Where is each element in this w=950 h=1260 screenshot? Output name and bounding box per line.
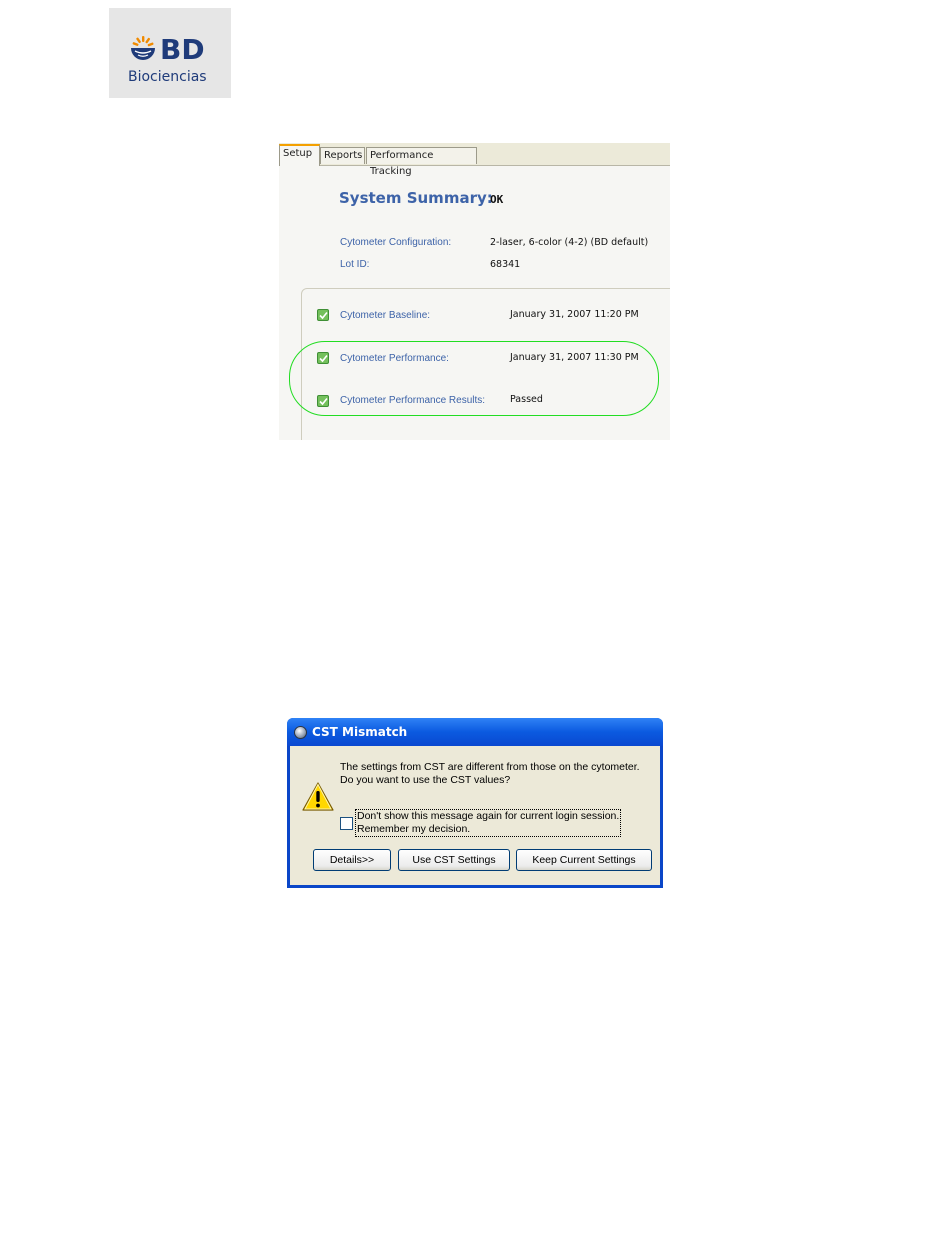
dialog-titlebar[interactable] (287, 718, 663, 746)
dont-show-checkbox-label[interactable] (355, 809, 621, 837)
lot-id-label: Lot ID: (340, 259, 370, 270)
tab-performance-tracking[interactable]: Performance Tracking (366, 147, 477, 164)
checkbox-label-line2: Remember my decision. (357, 823, 471, 835)
dialog-message-line1: The settings from CST are different from those on the cytometer. (340, 761, 640, 773)
cytometer-performance-results-value: Passed (510, 394, 543, 405)
bd-sun-icon (130, 36, 156, 60)
warning-icon (302, 782, 334, 812)
cst-mismatch-dialog (287, 718, 663, 888)
lot-id-value: 68341 (490, 259, 521, 270)
use-cst-settings-button[interactable]: Use CST Settings (398, 849, 510, 871)
dont-show-checkbox[interactable] (340, 817, 353, 830)
dialog-message-line2: Do you want to use the CST values? (340, 774, 511, 786)
dialog-message (340, 761, 640, 787)
highlight-ellipse (289, 341, 659, 416)
cytometer-configuration-value: 2-laser, 6-color (4-2) (BD default) (490, 237, 649, 248)
logo-subtitle: Biociencias (128, 69, 207, 85)
cytometer-baseline-value: January 31, 2007 11:20 PM (510, 309, 639, 320)
tab-reports[interactable]: Reports (320, 147, 365, 164)
system-summary-label: System Summary: (339, 189, 493, 207)
baseline-check-icon (317, 309, 329, 321)
dialog-title: CST Mismatch (312, 725, 408, 739)
checkbox-label-line1: Don't show this message again for current login session. (357, 810, 620, 822)
tab-setup[interactable]: Setup (279, 144, 320, 166)
keep-current-settings-button[interactable]: Keep Current Settings (516, 849, 652, 871)
tab-bar (279, 143, 670, 177)
cytometer-performance-value: January 31, 2007 11:30 PM (510, 352, 639, 363)
bd-biociencias-logo (109, 8, 231, 98)
details-button[interactable]: Details>> (313, 849, 391, 871)
cytometer-performance-label: Cytometer Performance: (340, 353, 449, 364)
cytometer-baseline-label: Cytometer Baseline: (340, 310, 431, 321)
cytometer-performance-results-label: Cytometer Performance Results: (340, 395, 486, 406)
cytometer-configuration-label: Cytometer Configuration: (340, 237, 452, 248)
dialog-body (290, 746, 660, 885)
app-icon (294, 726, 307, 739)
system-summary-value: OK (490, 193, 504, 206)
logo-brand: BD (160, 33, 205, 66)
